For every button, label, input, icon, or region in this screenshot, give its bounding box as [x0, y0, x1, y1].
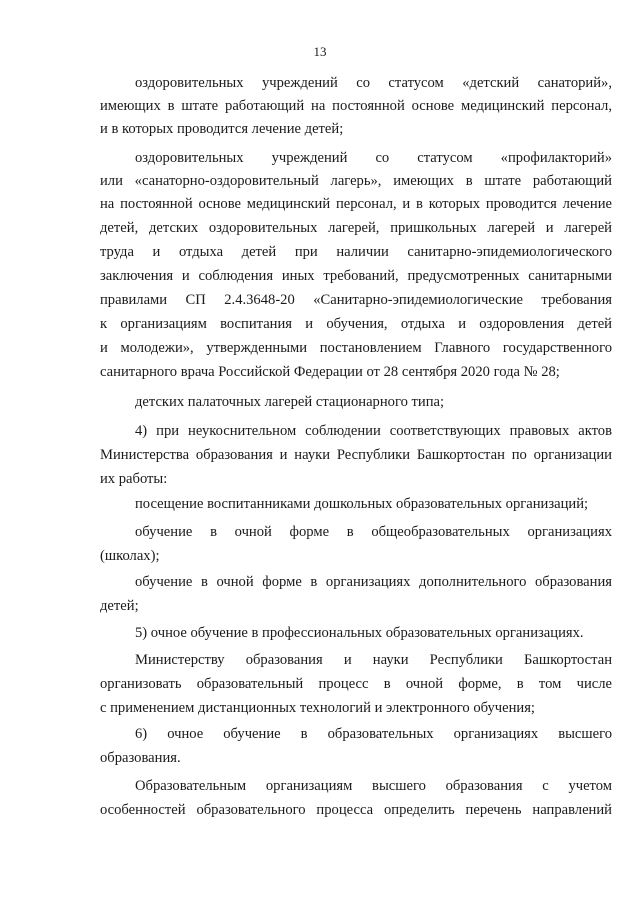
text-line: Министерства образования и науки Республики Башкортостан по организации [100, 447, 612, 463]
text-line: санитарного врача Российской Федерации от 28 сентября 2020 года № 28; [100, 364, 560, 380]
text-line: посещение воспитанниками дошкольных образовательных организаций; [135, 496, 589, 512]
text-line: имеющих в штате работающий на постоянной основе медицинский персонал, [100, 98, 612, 114]
text-line: 5) очное обучение в профессиональных образовательных организациях. [135, 625, 584, 641]
text-line: правилами СП 2.4.3648-20 «Санитарно-эпидемиологические требования [100, 292, 612, 308]
text-line: 4) при неукоснительном соблюдении соответствующих правовых актов [135, 423, 612, 439]
page-number: 13 [313, 44, 327, 59]
text-line: (школах); [100, 548, 160, 564]
text-line: организовать образовательный процесс в очной форме, в том числе [100, 676, 612, 692]
text-line: на постоянной основе медицинский персонал, и в которых проводится лечение [100, 196, 612, 212]
text-line: их работы: [100, 471, 168, 487]
text-line: детских палаточных лагерей стационарного типа; [135, 394, 445, 410]
text-line: оздоровительных учреждений со статусом «детский санаторий», [135, 75, 612, 91]
text-line: Министерству образования и науки Республики Башкортостан [135, 652, 612, 668]
text-line: оздоровительных учреждений со статусом «профилакторий» [135, 150, 612, 166]
text-line: к организациям воспитания и обучения, отдыха и оздоровления детей [100, 316, 612, 332]
text-line: детей, детских оздоровительных лагерей, пришкольных лагерей и лагерей [100, 220, 612, 236]
text-line: труда и отдыха детей при наличии санитарно-эпидемиологического [100, 244, 612, 260]
text-line: и в которых проводится лечение детей; [100, 121, 344, 137]
text-line: обучение в очной форме в организациях дополнительного образования [135, 574, 612, 590]
text-line: 6) очное обучение в образовательных организациях высшего [135, 726, 612, 742]
text-line: или «санаторно-оздоровительный лагерь», имеющих в штате работающий [100, 173, 612, 189]
text-line: заключения и соблюдения иных требований, предусмотренных санитарными [100, 268, 612, 284]
text-line: особенностей образовательного процесса определить перечень направлений [100, 802, 612, 818]
text-line: с применением дистанционных технологий и электронного обучения; [100, 700, 535, 716]
text-line: и молодежи», утвержденными постановлением Главного государственного [100, 340, 612, 356]
text-line: детей; [100, 598, 139, 614]
text-line: обучение в очной форме в общеобразовательных организациях [135, 524, 612, 540]
text-line: Образовательным организациям высшего образования с учетом [135, 778, 612, 794]
text-line: образования. [100, 750, 181, 766]
